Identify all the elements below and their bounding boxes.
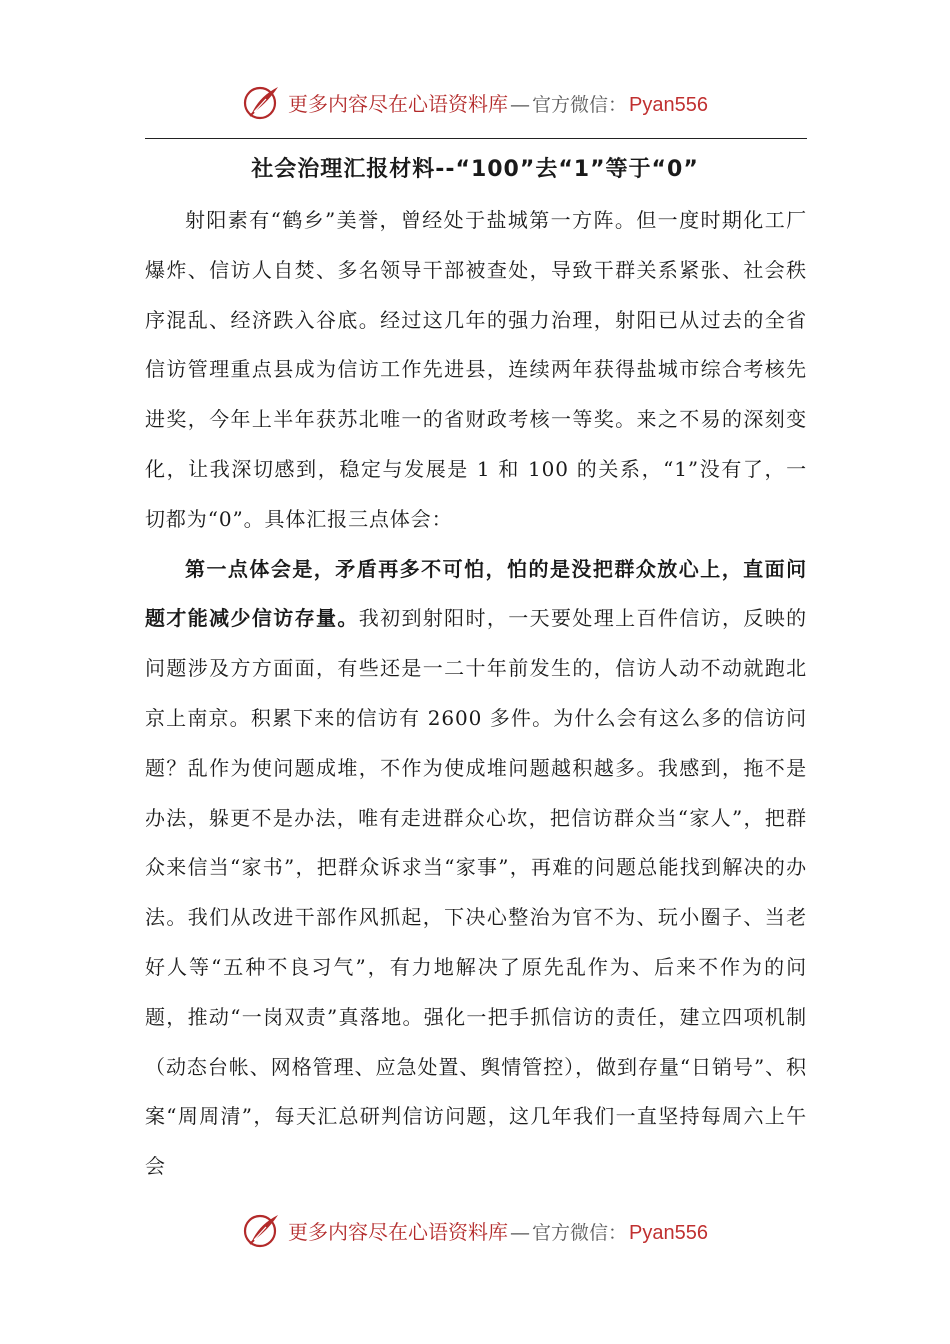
footer-banner xyxy=(0,1208,950,1252)
header-divider xyxy=(145,138,807,139)
header-banner xyxy=(0,80,950,124)
banner-dash: — xyxy=(510,91,530,116)
document-title: 社会治理汇报材料--“100”去“1”等于“0” xyxy=(251,157,699,182)
document-body xyxy=(145,196,807,1192)
banner-wechat-id: Pyan556 xyxy=(629,1221,708,1244)
paragraph-point-one xyxy=(145,545,807,1192)
banner-wechat-label: 官方微信： xyxy=(532,1221,628,1244)
paragraph-intro xyxy=(145,196,807,545)
banner-brand-text: 更多内容尽在心语资料库 xyxy=(288,1219,508,1244)
banner-dash: — xyxy=(510,1219,530,1244)
paragraph-text: 射阳素有“鹤乡”美誉，曾经处于盐城第一方阵。但一度时期化工厂爆炸、信访人自焚、多名领导干部被查处，导致干群关系紧张、社会秩序混乱、经济跌入谷底。经过这几年的强力治理，射阳已从过去的全省信访管理重点县成为信访工作先进县，连续两年获得盐城市综合考核先进奖，今年上半年获苏北唯一的省财政考核一等奖。来之不易的深刻变化，让我深切感到，稳定与发展是 1 和 100 的关系，“1”没有了，一切都为“0”。具体汇报三点体会： xyxy=(145,208,807,531)
quill-logo-icon xyxy=(242,1210,282,1250)
quill-logo-icon xyxy=(242,82,282,122)
paragraph-text: 我初到射阳时，一天要处理上百件信访，反映的问题涉及方方面面，有些还是一二十年前发生的，信访人动不动就跑北京上南京。积累下来的信访有 2600 多件。为什么会有这么多的信访问题？乱作为使问题成堆，不作为使成堆问题越积越多。我感到，拖不是办法，躲更不是办法，唯有走进群众心坎，把信访群众当“家人”，把群众来信当“家书”，把群众诉求当“家事”，再难的问题总能找到解决的办法。我们从改进干部作风抓起，下决心整治为官不为、玩小圈子、当老好人等“五种不良习气”，有力地解决了原先乱作为、后来不作为的问题，推动“一岗双责”真落地。强化一把手抓信访的责任，建立四项机制（动态台帐、网格管理、应急处置、舆情管控），做到存量“日销号”、积案“周周清”，每天汇总研判信访问题，这几年我们一直坚持每周六上午会 xyxy=(145,606,807,1179)
banner-wechat-id: Pyan556 xyxy=(629,93,708,116)
banner-wechat-label: 官方微信： xyxy=(532,93,628,116)
banner-brand-text: 更多内容尽在心语资料库 xyxy=(288,91,508,116)
paragraph-lead: 第一点体会是，矛盾再多不可怕，怕的是没把群众放心上，直面问题才能减少信访存量。 xyxy=(145,556,807,631)
